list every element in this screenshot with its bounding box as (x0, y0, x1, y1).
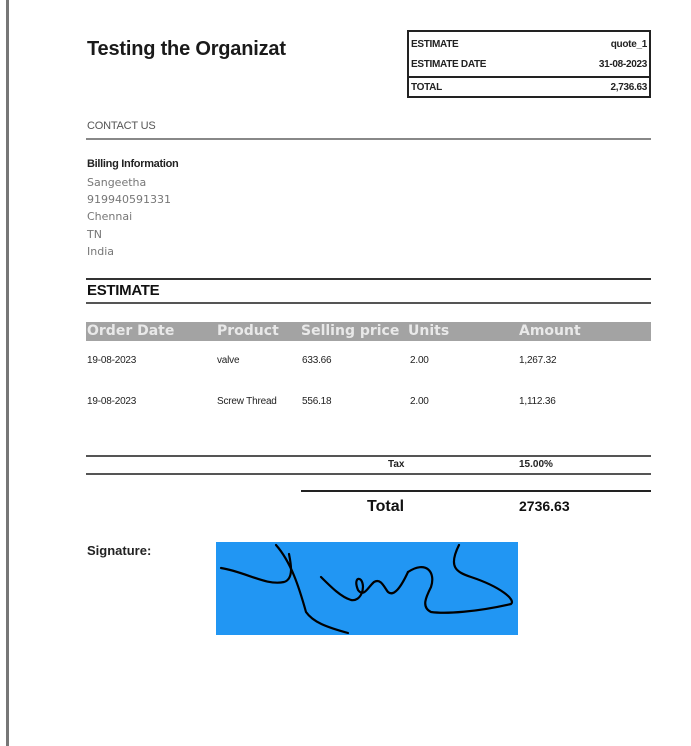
organization-title: Testing the Organizat (87, 38, 286, 60)
cell-selling-price: 633.66 (302, 355, 332, 366)
tax-label: Tax (388, 459, 405, 470)
cell-amount: 1,267.32 (519, 355, 557, 366)
estimate-meta-box (407, 30, 651, 98)
header-product: Product (217, 323, 279, 339)
meta-label: TOTAL (411, 81, 442, 93)
tax-value: 15.00% (519, 459, 553, 470)
cell-amount: 1,112.36 (519, 396, 556, 407)
header-selling-price: Selling price (301, 323, 400, 339)
total-rule (301, 490, 651, 492)
meta-value: 2,736.63 (610, 81, 647, 93)
tax-top-rule (86, 455, 651, 457)
cell-selling-price: 556.18 (302, 396, 332, 407)
total-label: Total (367, 498, 405, 515)
billing-name: Sangeetha (87, 176, 147, 189)
meta-value: quote_1 (610, 38, 647, 50)
cell-product: valve (217, 355, 240, 366)
meta-label: ESTIMATE DATE (411, 58, 487, 70)
meta-row-estimate-date (411, 55, 647, 73)
estimate-bottom-rule (86, 302, 651, 304)
billing-country: India (87, 245, 114, 258)
total-value: 2736.63 (519, 498, 570, 514)
signature-label: Signature: (87, 543, 152, 558)
cell-units: 2.00 (410, 396, 429, 407)
contact-divider (86, 138, 651, 140)
cell-order-date: 19-08-2023 (87, 355, 137, 366)
table-header (86, 322, 651, 341)
estimate-top-rule (86, 278, 651, 280)
meta-row-estimate (411, 35, 647, 53)
cell-product: Screw Thread (217, 396, 277, 407)
signature-image (216, 542, 518, 635)
meta-label: ESTIMATE (411, 38, 459, 50)
cell-order-date: 19-08-2023 (87, 396, 137, 407)
header-amount: Amount (519, 323, 581, 339)
billing-title: Billing Information (87, 158, 179, 170)
cell-units: 2.00 (410, 355, 429, 366)
estimate-heading: ESTIMATE (87, 282, 160, 299)
meta-row-total (411, 78, 647, 96)
header-order-date: Order Date (87, 323, 175, 339)
page-left-edge (6, 0, 9, 746)
tax-bottom-rule (86, 473, 651, 475)
billing-city: Chennai (87, 210, 133, 223)
meta-value: 31-08-2023 (598, 58, 647, 70)
billing-phone: 919940591331 (87, 193, 171, 206)
billing-state: TN (87, 228, 102, 241)
contact-us-label: CONTACT US (87, 120, 156, 132)
header-units: Units (408, 323, 450, 339)
